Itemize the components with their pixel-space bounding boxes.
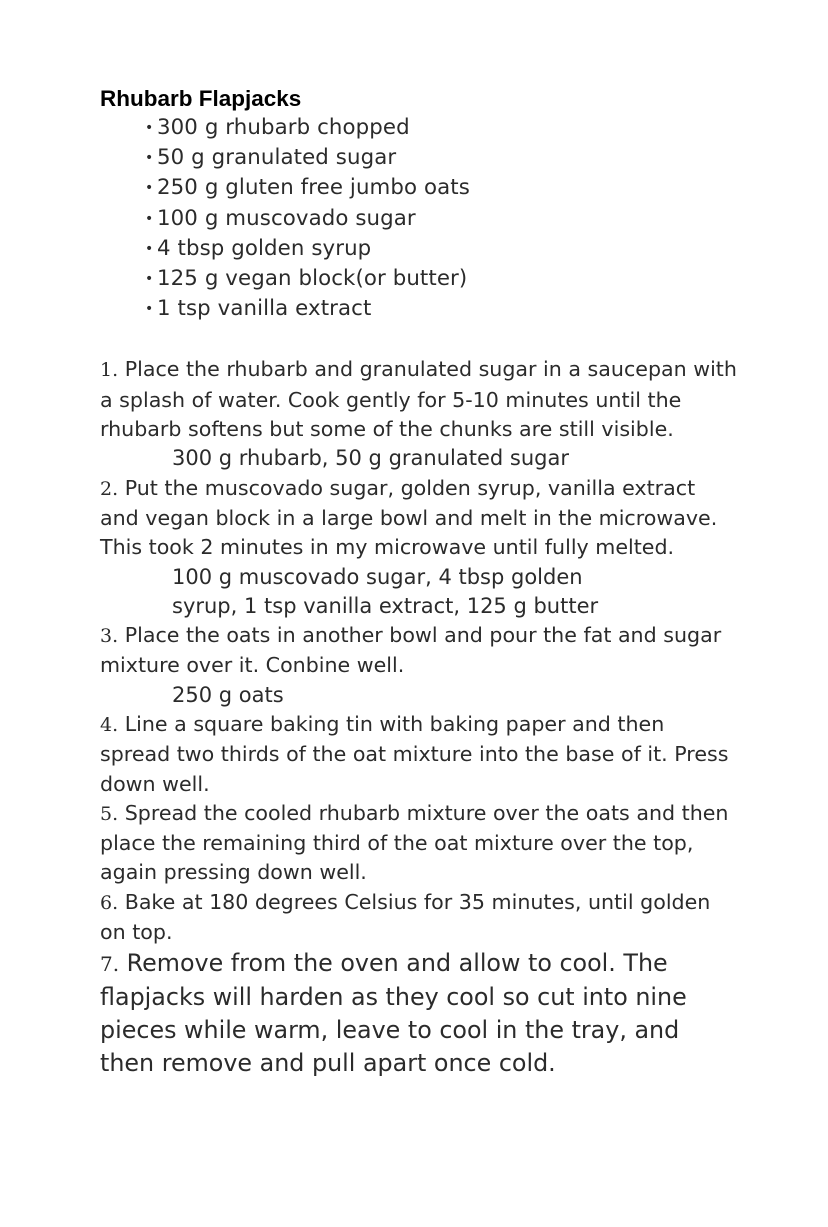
step-number: 2. bbox=[100, 477, 119, 500]
ingredient-item bbox=[145, 204, 740, 234]
ingredient-item bbox=[145, 264, 740, 294]
recipe-document bbox=[100, 84, 740, 1080]
bullet-icon: • bbox=[145, 180, 154, 197]
step-text: Spread the cooled rhubarb mixture over the oats and then place the remaining third of the oat mixture over the top, again pressing down well. bbox=[100, 800, 729, 885]
step-number: 4. bbox=[100, 713, 119, 736]
ingredient-item bbox=[145, 113, 740, 143]
step-3 bbox=[100, 621, 740, 681]
ingredient-text: 50 g granulated sugar bbox=[157, 145, 397, 171]
recipe-title: Rhubarb Flapjacks bbox=[100, 86, 302, 111]
ingredient-item bbox=[145, 173, 740, 203]
ingredient-list bbox=[100, 113, 740, 324]
ingredient-text: 100 g muscovado sugar bbox=[157, 205, 416, 231]
bullet-icon: • bbox=[145, 210, 154, 227]
step-text: Bake at 180 degrees Celsius for 35 minutes, until golden on top. bbox=[100, 889, 711, 945]
step-text: Put the muscovado sugar, golden syrup, vanilla extract and vegan block in a large bowl and melt in the microwave. This took 2 minutes in my microwave until fully melted. bbox=[100, 475, 718, 560]
bullet-icon: • bbox=[145, 150, 154, 167]
step-text: Place the rhubarb and granulated sugar in a saucepan with a splash of water. Cook gently for 5-10 minutes until the rhubarb softens but some of the chunks are still visible. bbox=[100, 357, 737, 442]
step-text: Line a square baking tin with baking paper and then spread two thirds of the oat mixture into the base of it. Press down well. bbox=[100, 711, 729, 796]
step-number: 5. bbox=[100, 802, 119, 825]
ingredient-item bbox=[145, 294, 740, 324]
ingredient-text: 250 g gluten free jumbo oats bbox=[157, 175, 470, 201]
step-1 bbox=[100, 355, 740, 444]
step-number: 7. bbox=[100, 952, 120, 977]
step-1-amounts: 300 g rhubarb, 50 g granulated sugar bbox=[172, 446, 569, 471]
step-number: 6. bbox=[100, 891, 119, 914]
step-text: Remove from the oven and allow to cool. The flapjacks will harden as they cool so cut into nine pieces while warm, leave to cool in the tray, and then remove and pull apart once cold. bbox=[100, 949, 687, 1078]
section-spacer bbox=[100, 324, 740, 355]
step-3-amounts: 250 g oats bbox=[172, 682, 284, 707]
ingredient-item bbox=[145, 234, 740, 264]
ingredient-text: 4 tbsp golden syrup bbox=[157, 235, 372, 261]
step-4 bbox=[100, 710, 740, 799]
bullet-icon: • bbox=[145, 240, 154, 257]
ingredient-text: 1 tsp vanilla extract bbox=[157, 296, 372, 322]
bullet-icon: • bbox=[145, 301, 154, 318]
ingredient-item bbox=[145, 143, 740, 173]
ingredient-text: 125 g vegan block(or butter) bbox=[157, 266, 468, 292]
step-2 bbox=[100, 474, 740, 563]
step-number: 3. bbox=[100, 625, 119, 648]
step-7 bbox=[100, 947, 740, 1080]
step-2-amounts: 100 g muscovado sugar, 4 tbsp golden syrup, 1 tsp vanilla extract, 125 g butter bbox=[172, 564, 599, 618]
step-number: 1. bbox=[100, 359, 119, 382]
step-text: Place the oats in another bowl and pour the fat and sugar mixture over it. Conbine well. bbox=[100, 623, 722, 678]
step-6 bbox=[100, 888, 740, 948]
bullet-icon: • bbox=[145, 271, 154, 288]
ingredient-text: 300 g rhubarb chopped bbox=[157, 115, 410, 140]
method-steps bbox=[100, 355, 740, 1080]
step-5 bbox=[100, 799, 740, 888]
bullet-icon: • bbox=[145, 120, 154, 136]
